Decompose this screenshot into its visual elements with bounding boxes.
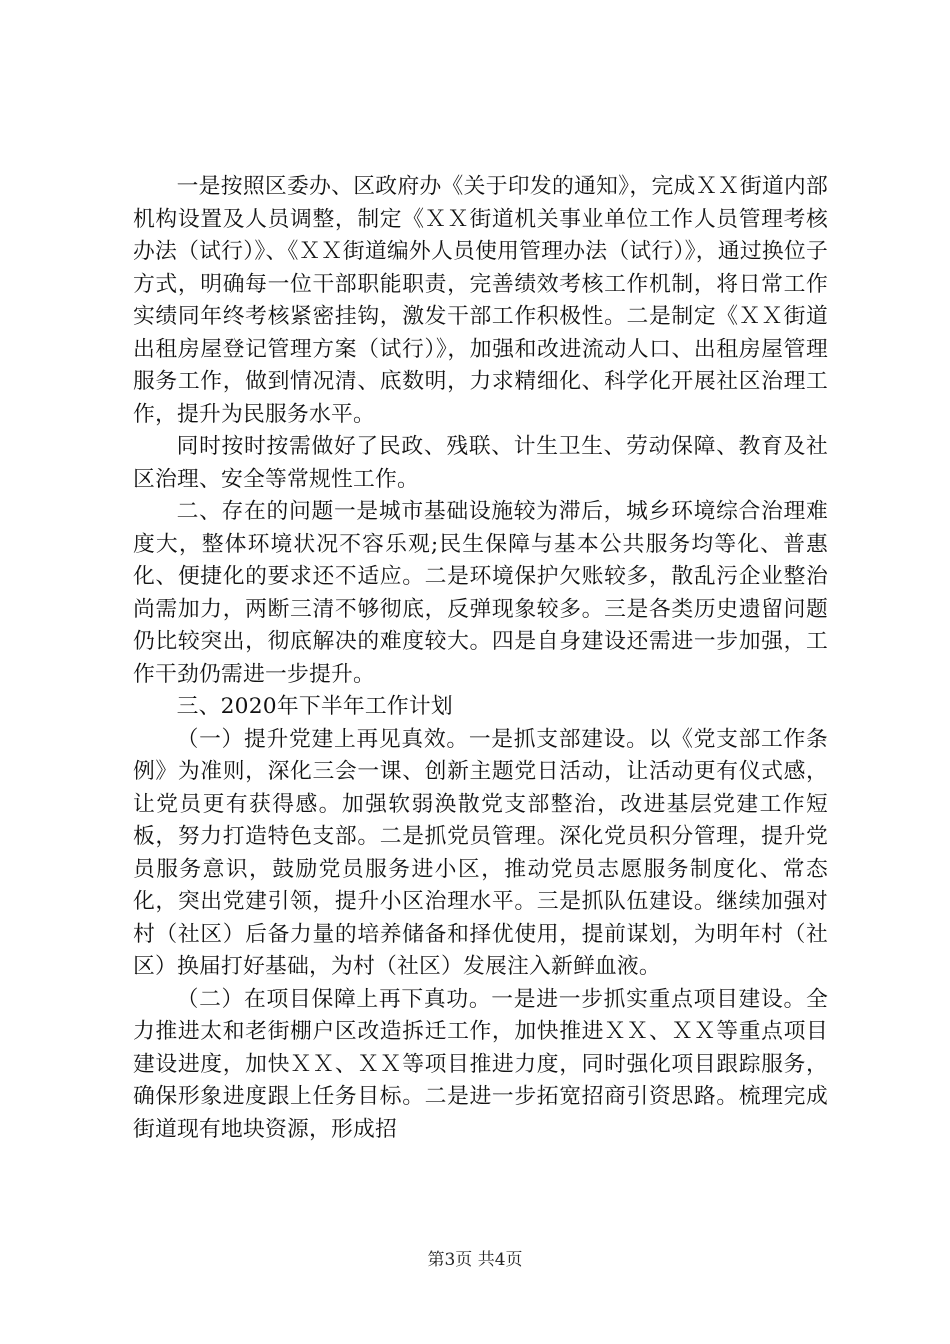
paragraph-routine-work: 同时按时按需做好了民政、残联、计生卫生、劳动保障、教育及社区治理、安全等常规性工作。 — [133, 434, 828, 492]
paragraph-project-support: （二）在项目保障上再下真功。一是进一步抓实重点项目建设。全力推进太和老街棚户区改造拆迁工作，加快推进ＸＸ、ＸＸ等重点项目建设进度，加快ＸＸ、ＸＸ等项目推进力度，同时强化项目跟踪服务，确保形象进度跟上任务目标。二是进一步拓宽招商引资思路。梳理完成街道现有地块资源，形成招 — [133, 986, 828, 1142]
section-heading-work-plan: 三、2020年下半年工作计划 — [176, 694, 453, 719]
paragraph-existing-problems: 二、存在的问题一是城市基础设施较为滞后，城乡环境综合治理难度大，整体环境状况不容乐观;民生保障与基本公共服务均等化、普惠化、便捷化的要求还不适应。二是环境保护欠账较多，散乱污企业整治尚需加力，两断三清不够彻底，反弹现象较多。三是各类历史遗留问题仍比较突出，彻底解决的难度较大。四是自身建设还需进一步加强，工作干劲仍需进一步提升。 — [133, 499, 828, 687]
paragraph-party-building: （一）提升党建上再见真效。一是抓支部建设。以《党支部工作条例》为准则，深化三会一课、创新主题党日活动，让活动更有仪式感，让党员更有获得感。加强软弱涣散党支部整治，改进基层党建工作短板，努力打造特色支部。二是抓党员管理。深化党员积分管理，提升党员服务意识，鼓励党员服务进小区，推动党员志愿服务制度化、常态化，突出党建引领，提升小区治理水平。三是抓队伍建设。继续加强对村（社区）后备力量的培养储备和择优使用，提前谋划，为明年村（社区）换届打好基础，为村（社区）发展注入新鲜血液。 — [133, 726, 828, 979]
document-body — [133, 171, 828, 1146]
paragraph-reform-measures: 一是按照区委办、区政府办《关于印发的通知》，完成ＸＸ街道内部机构设置及人员调整，制定《ＸＸ街道机关事业单位工作人员管理考核办法（试行）》、《ＸＸ街道编外人员使用管理办法（试行）》，通过换位子方式，明确每一位干部职能职责，完善绩效考核工作机制，将日常工作实绩同年终考核紧密挂钩，激发干部工作积极性。二是制定《ＸＸ街道出租房屋登记管理方案（试行）》，加强和改进流动人口、出租房屋管理服务工作，做到情况清、底数明，力求精细化、科学化开展社区治理工作，提升为民服务水平。 — [133, 174, 828, 427]
page-number-footer: 第3页 共4页 — [427, 1250, 523, 1270]
